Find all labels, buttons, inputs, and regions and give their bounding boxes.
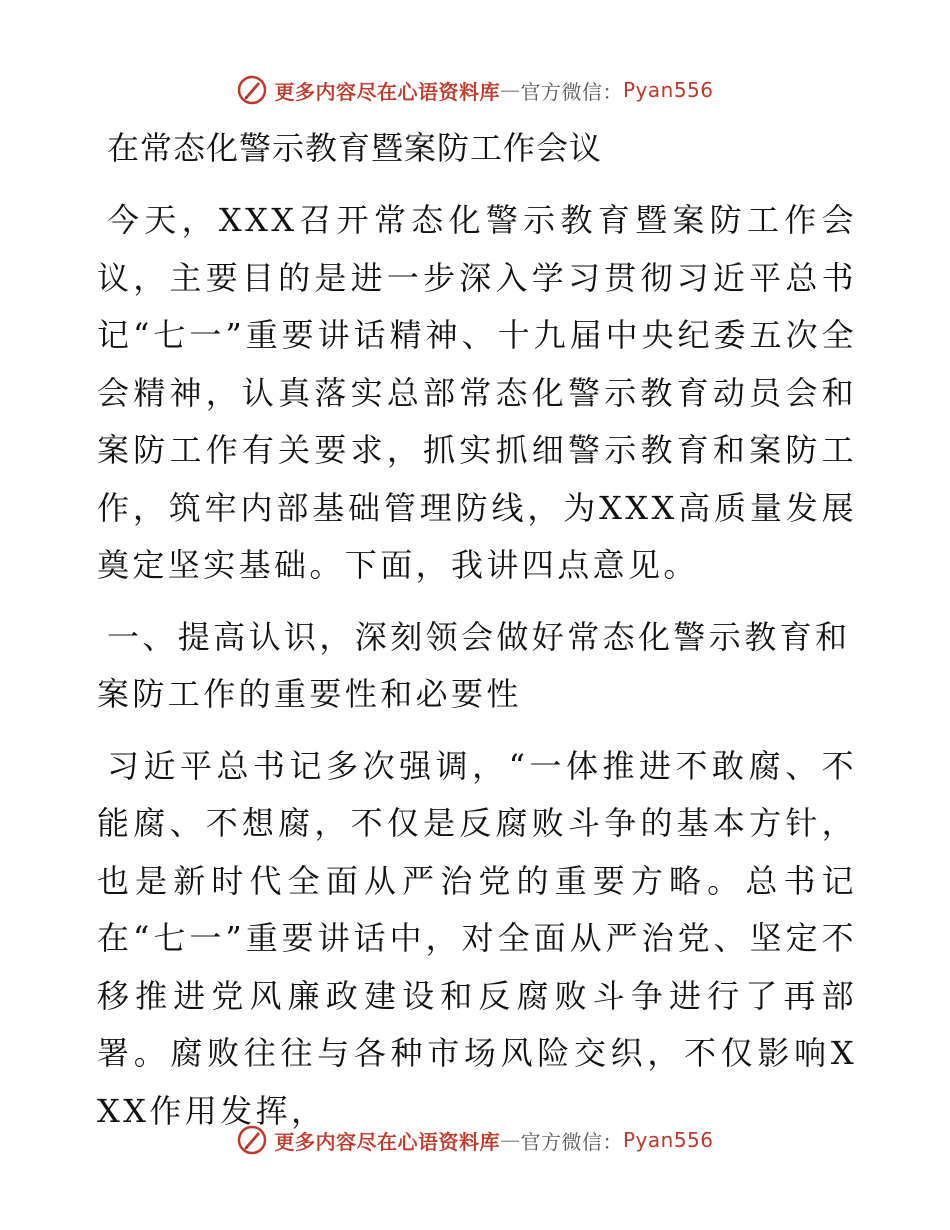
footer-watermark — [0, 1120, 950, 1160]
section-1-paragraph: 习近平总书记多次强调，“一体推进不敢腐、不能腐、不想腐，不仅是反腐败斗争的基本方针，也是新时代全面从严治党的重要方略。总书记在“七一”重要讲话中，对全面从严治党、坚定不移推进党风廉政建设和反腐败斗争进行了再部署。腐败往往与各种市场风险交织，不仅影响XXX作用发挥， — [97, 746, 857, 1130]
watermark-wechat-id: Pyan556 — [622, 78, 714, 102]
intro-paragraph: 今天，XXX召开常态化警示教育暨案防工作会议，主要目的是进一步深入学习贯彻习近平总书记“七一”重要讲话精神、十九届中央纪委五次全会精神，认真落实总部常态化警示教育动员会和案防工作有关要求，抓实抓细警示教育和案防工作，筑牢内部基础管理防线，为XXX高质量发展奠定坚实基础。下面，我讲四点意见。 — [97, 201, 857, 584]
watermark-separator: — — [499, 78, 521, 102]
watermark-wechat-label: 官方微信： — [520, 1129, 623, 1154]
watermark-separator: — — [499, 1128, 521, 1152]
document-title: 在常态化警示教育暨案防工作会议 — [107, 129, 603, 167]
watermark-brand-text: 更多内容尽在心语资料库 — [274, 79, 500, 104]
quill-pen-icon — [236, 1124, 268, 1156]
quill-pen-icon — [236, 74, 268, 106]
section-1-heading: 一、提高认识，深刻领会做好常态化警示教育和案防工作的重要性和必要性 — [97, 617, 851, 713]
header-watermark — [0, 70, 950, 110]
watermark-brand-text: 更多内容尽在心语资料库 — [274, 1129, 500, 1154]
document-body — [97, 118, 857, 1154]
watermark-wechat-id: Pyan556 — [622, 1128, 714, 1152]
watermark-wechat-label: 官方微信： — [520, 79, 623, 104]
